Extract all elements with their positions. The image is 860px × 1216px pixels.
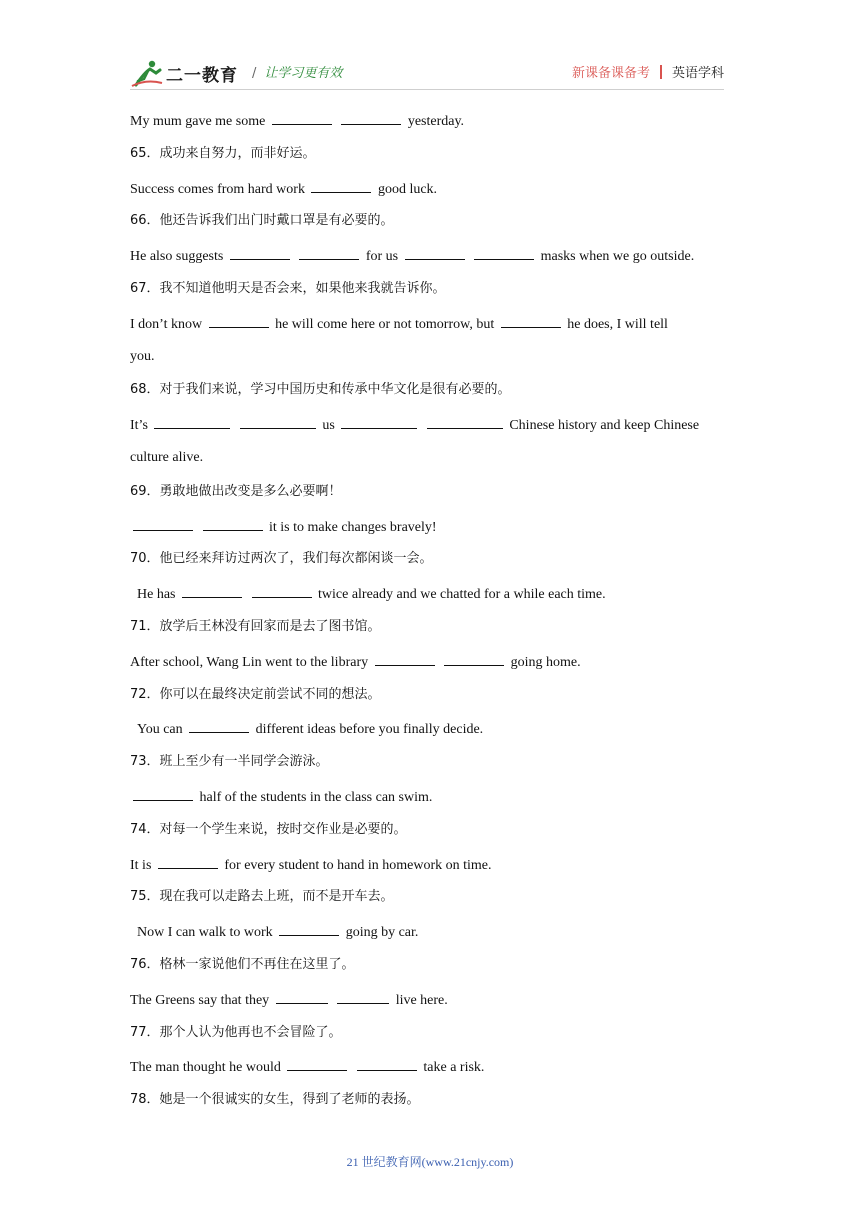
answer-blank[interactable] xyxy=(337,989,389,1004)
answer-blank[interactable] xyxy=(133,516,193,531)
answer-line xyxy=(137,718,483,740)
sentence-text: going home. xyxy=(510,654,581,670)
sentence-text: After school, Wang Lin went to the library xyxy=(130,654,369,670)
answer-blank[interactable] xyxy=(474,245,534,260)
sentence-text: live here. xyxy=(395,992,448,1008)
question-prompt: 77．那个人认为他再也不会冒险了。 xyxy=(130,1024,342,1040)
question-prompt: 75．现在我可以走路去上班，而不是开车去。 xyxy=(130,889,394,905)
answer-blank[interactable] xyxy=(375,651,435,666)
answer-blank[interactable] xyxy=(133,786,193,801)
sentence-text: different ideas before you finally decide. xyxy=(255,722,484,738)
page-header xyxy=(130,58,724,88)
logo-text: 二一教育 xyxy=(166,65,238,86)
question-prompt: 69．勇敢地做出改变是多么必要啊！ xyxy=(130,483,342,499)
question-prompt: 66．他还告诉我们出门时戴口罩是有必要的。 xyxy=(130,213,394,229)
sentence-text: going by car. xyxy=(345,925,419,941)
answer-blank[interactable] xyxy=(405,245,465,260)
sentence-text: Chinese history and keep Chinese xyxy=(509,418,700,434)
answer-blank[interactable] xyxy=(501,313,561,328)
header-divider xyxy=(660,65,662,79)
answer-blank[interactable] xyxy=(299,245,359,260)
sentence-text: he will come here or not tomorrow, but xyxy=(275,316,495,332)
answer-blank[interactable] xyxy=(311,178,371,193)
answer-blank[interactable] xyxy=(357,1056,417,1071)
answer-line xyxy=(130,414,699,436)
slogan xyxy=(252,62,342,81)
answer-blank[interactable] xyxy=(154,414,230,429)
sentence-text: for every student to hand in homework on time. xyxy=(224,857,492,873)
answer-blank[interactable] xyxy=(240,414,316,429)
answer-blank[interactable] xyxy=(230,245,290,260)
sentence-text: It’s xyxy=(130,418,148,434)
answer-line xyxy=(130,1056,484,1078)
sentence-text: He also suggests xyxy=(130,249,224,265)
sentence-text: it is to make changes bravely! xyxy=(269,519,437,535)
question-prompt: 73．班上至少有一半同学会游泳。 xyxy=(130,754,329,770)
answer-line xyxy=(130,854,492,876)
answer-blank[interactable] xyxy=(203,516,263,531)
answer-blank[interactable] xyxy=(252,583,312,598)
sentence-text: It is xyxy=(130,857,152,873)
sentence-text: The man thought he would xyxy=(130,1060,281,1076)
sentence-text: I don’t know xyxy=(130,316,203,332)
question-prompt: 76．格林一家说他们不再住在这里了。 xyxy=(130,957,355,972)
slogan-text: 让学习更有效 xyxy=(264,66,343,81)
sentence-text: half of the students in the class can swim. xyxy=(199,790,433,805)
answer-line xyxy=(137,921,418,943)
answer-blank[interactable] xyxy=(272,110,332,125)
question-prompt: 71．放学后王林没有回家而是去了图书馆。 xyxy=(130,619,381,634)
answer-blank[interactable] xyxy=(158,854,218,869)
sentence-text: Success comes from hard work xyxy=(130,181,305,197)
answer-blank[interactable] xyxy=(341,110,401,125)
question-prompt: 67．我不知道他明天是否会来，如果他来我就告诉你。 xyxy=(130,281,446,296)
sentence-text: good luck. xyxy=(377,181,438,197)
logo xyxy=(130,58,238,88)
answer-blank[interactable] xyxy=(182,583,242,598)
sentence-text: you. xyxy=(130,348,155,364)
question-prompt: 74．对每一个学生来说，按时交作业是必要的。 xyxy=(130,821,407,837)
header-tag-prep: 新课备课备考 xyxy=(571,66,650,81)
answer-line xyxy=(137,583,606,605)
sentence-text: He has xyxy=(137,587,176,603)
sentence-text: culture alive. xyxy=(130,450,204,465)
sentence-text: he does, I will tell xyxy=(567,316,668,332)
sentence-text: masks when we go outside. xyxy=(540,249,695,265)
answer-blank[interactable] xyxy=(287,1056,347,1071)
header-right xyxy=(572,62,724,81)
header-rule xyxy=(130,89,724,90)
answer-blank[interactable] xyxy=(276,989,328,1004)
question-prompt: 72．你可以在最终决定前尝试不同的想法。 xyxy=(130,686,381,702)
answer-blank[interactable] xyxy=(341,414,417,429)
sentence-text: us xyxy=(322,418,335,434)
answer-blank[interactable] xyxy=(444,651,504,666)
answer-line xyxy=(130,448,203,468)
answer-line xyxy=(130,651,581,673)
sentence-text: take a risk. xyxy=(423,1060,485,1076)
sentence-text: You can xyxy=(137,722,183,738)
header-tag-subject: 英语学科 xyxy=(671,66,724,81)
answer-line xyxy=(130,347,155,367)
answer-line xyxy=(130,178,437,200)
sentence-text: Now I can walk to work xyxy=(137,925,273,941)
answer-line xyxy=(130,989,448,1011)
answer-line xyxy=(130,786,432,808)
slogan-divider: / xyxy=(252,66,257,81)
answer-blank[interactable] xyxy=(209,313,269,328)
sentence-text: for us xyxy=(365,249,399,265)
question-prompt: 78．她是一个很诚实的女生，得到了老师的表扬。 xyxy=(130,1092,420,1108)
answer-line xyxy=(130,245,694,267)
runner-logo-icon xyxy=(130,59,164,87)
question-prompt: 70．他已经来拜访过两次了，我们每次都闲谈一会。 xyxy=(130,551,433,567)
answer-blank[interactable] xyxy=(279,921,339,936)
answer-blank[interactable] xyxy=(189,718,249,733)
question-prompt: 65．成功来自努力，而非好运。 xyxy=(130,145,316,161)
sentence-text: twice already and we chatted for a while each time. xyxy=(318,587,606,603)
sentence-text: yesterday. xyxy=(407,114,465,129)
answer-line xyxy=(130,313,668,335)
sentence-text: My mum gave me some xyxy=(130,114,266,129)
question-prompt: 68．对于我们来说，学习中国历史和传承中华文化是很有必要的。 xyxy=(130,382,511,398)
sentence-text: The Greens say that they xyxy=(130,992,270,1008)
answer-blank[interactable] xyxy=(427,414,503,429)
answer-line xyxy=(130,516,437,538)
page-footer: 21 世纪教育网(www.21cnjy.com) xyxy=(346,1155,514,1169)
answer-line xyxy=(130,110,464,132)
